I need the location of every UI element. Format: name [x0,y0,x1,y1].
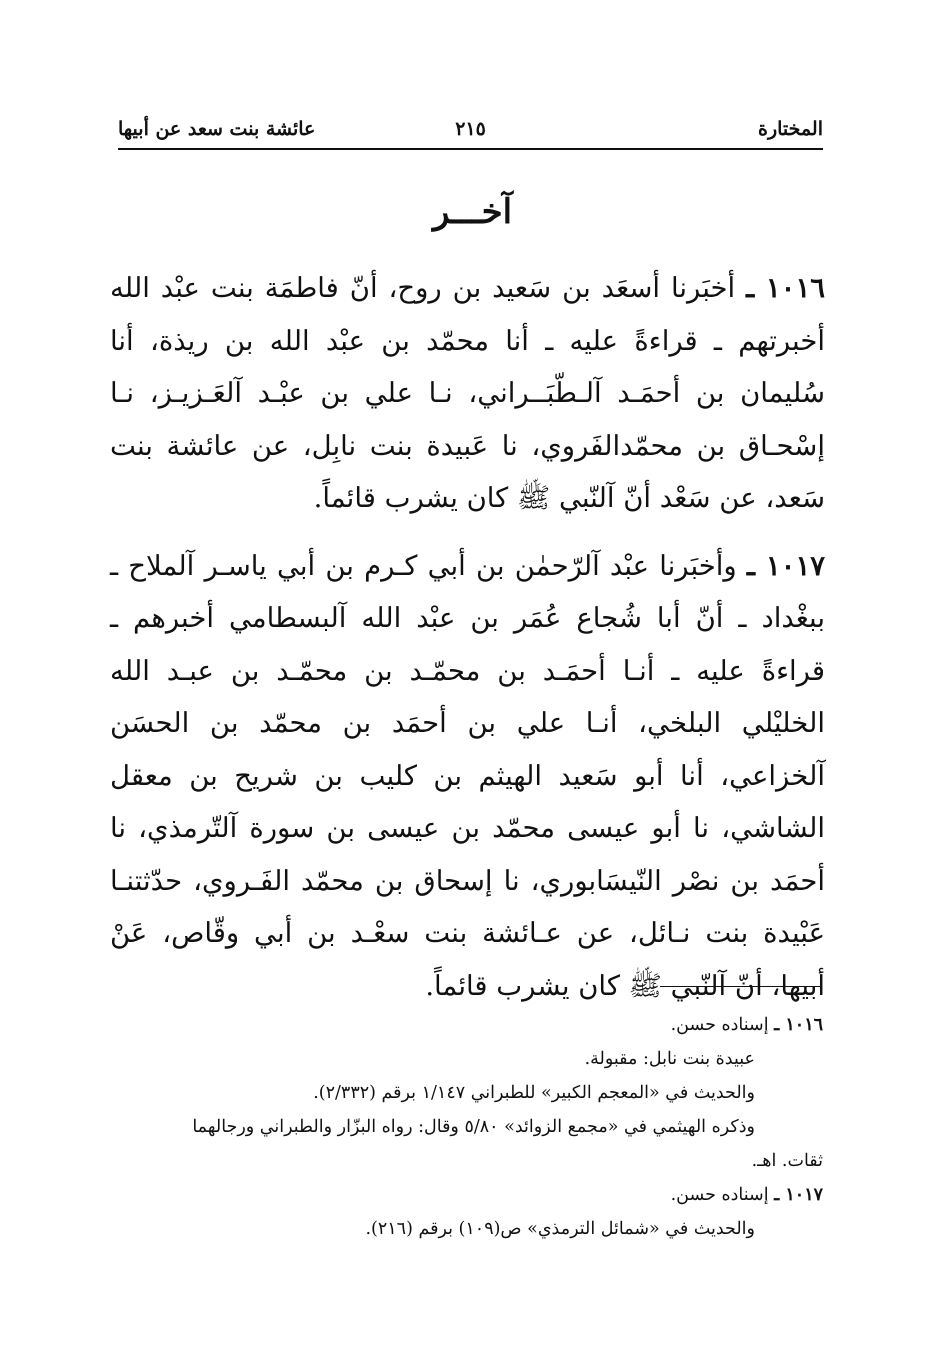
footnote-text: إسناده حسن. [670,1015,769,1035]
hadith-number: ١٠١٧ ـ [746,549,825,582]
footnote-number: ١٠١٦ ـ [774,1015,823,1035]
footnote-line [110,1110,823,1144]
section-title: آخـــر [432,192,513,232]
header-chapter-title: عائشة بنت سعد عن أبيها [118,118,316,140]
main-text [110,262,825,1012]
header-page-number: ٢١٥ [455,118,486,140]
footnote-line [110,1076,823,1110]
hadith-number: ١٠١٦ ـ [746,272,825,304]
footnote-text: ثقات. اهـ. [751,1151,823,1171]
footnote-line [110,1042,823,1076]
footnote-text: والحديث في «المعجم الكبير» للطبراني ١/١٤٧ برقم (٢/٣٣٢). [313,1083,755,1103]
footnote-line [110,1178,823,1212]
footnote-text: إسناده حسن. [670,1185,769,1205]
footnote-text: عبيدة بنت نابل: مقبولة. [584,1049,755,1069]
footnote-line [110,1008,823,1042]
footnote-number: ١٠١٧ ـ [774,1185,823,1205]
footnote-line [110,1212,823,1246]
hadith-text: وأخبَرنا عبْد آلرّحمٰن بن أبي كـرم بن أبي ياسـر آلملاح ـ ببغْداد ـ أنّ أبا شُجاع عُمَر بن عبْد الله آلبسطامي أخبرهم ـ قراءةً عليه ـ أنـا أحمَـد بن محمّـد بن محمّـد بن عبـد الله الخليْلي البلخي، أنـا علي بن أحمَد بن محمّد بن الحسَن آلخزاعي، أنا أبو سَعيد الهيثم بن كليب بن شريح بن معقل الشاشي، نا أبو عيسى محمّد بن عيسى بن سورة آلتّرمذي، نا أحمَد بن نصْر النّيسَابوري، نا إسحاق بن محمّد الفَـروي، حدّثتنـا عَبْيدة بنت نـائل، عن عـائشة بنت سعْـد بن أبي وقّاص، عَنْ أبيها، أنّ آلنّبي ﷺ كان يشرب قائماً. [110,549,825,1002]
footnote-line [110,1144,823,1178]
footnote-rule [660,986,820,987]
header-rule [118,148,823,150]
footnote-text: والحديث في «شمائل الترمذي» ص(١٠٩) برقم (٢١٦). [365,1219,755,1239]
running-header [118,112,823,152]
footnotes [110,1008,823,1246]
footnote-text: وذكره الهيثمي في «مجمع الزوائد» ٥/٨٠ وقال: رواه البزّار والطبراني ورجالهما [192,1117,755,1137]
hadith-1016 [110,262,825,525]
header-book-title: المختارة [758,118,823,140]
hadith-1017 [110,540,825,1013]
hadith-text: أخبَرنا أسعَد بن سَعيد بن روح، أنّ فاطمَة بنت عبْد الله أخبرتهم ـ قراءةً عليه ـ أنا محمّد بن عبْد الله بن ريذة، أنا سُليمان بن أحمَـد آلـطّبَــراني، نـا علي بن عبْـد آلعَـزيـز، نـا إسْحـاق بن محمّدالفَروي، نا عَبيدة بنت نابِل، عن عائشة بنت سَعد، عن سَعْد أنّ آلنّبي ﷺ كان يشرب قائماً. [110,272,825,514]
